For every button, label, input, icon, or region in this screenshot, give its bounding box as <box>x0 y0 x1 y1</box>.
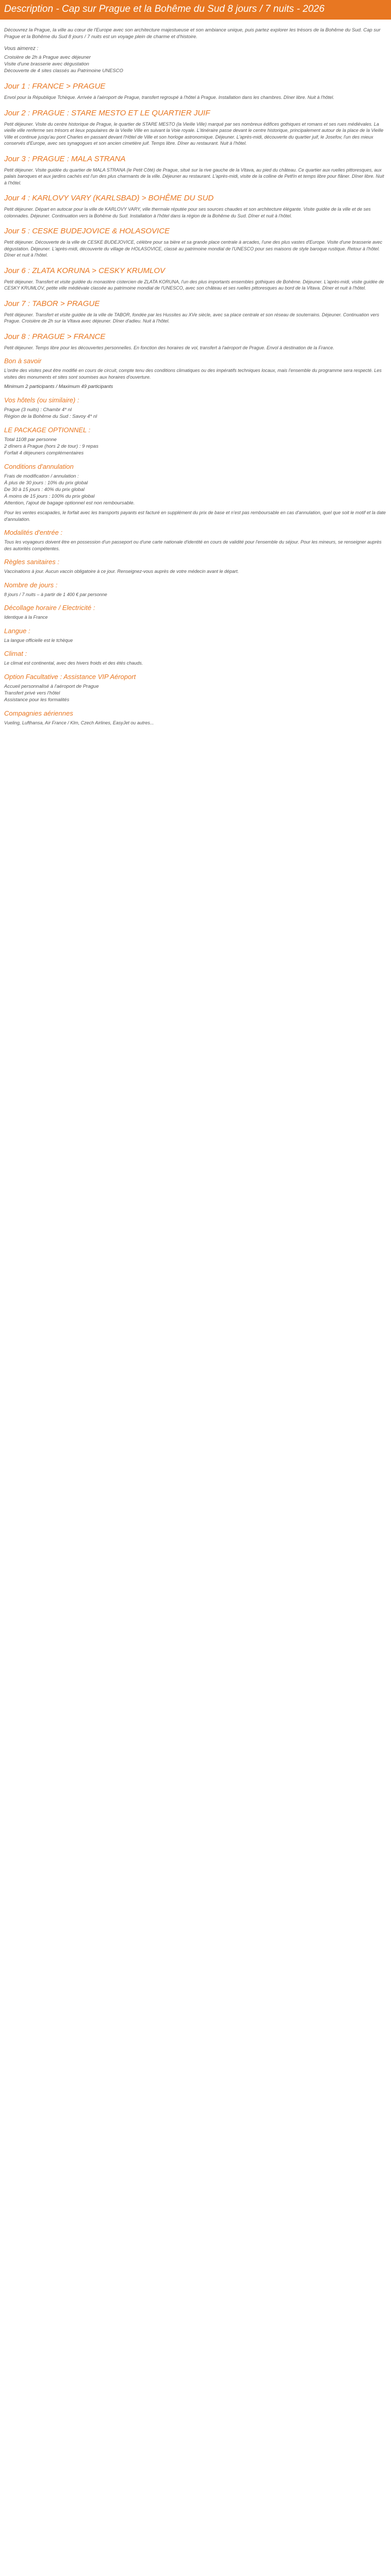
participants: Minimum 2 participants / Maximum 49 participants <box>4 384 113 389</box>
package-item: 2 dîners à Prague (hors 2 de tour) : 9 repas <box>4 444 99 449</box>
package-title: LE PACKAGE OPTIONNEL : <box>4 426 91 434</box>
hotel-item: Région de la Bohême du Sud : Savoy 4* nl <box>4 414 97 419</box>
hotels-list <box>4 406 387 420</box>
passport-title: Modalités d'entrée : <box>4 529 63 536</box>
day-text: Petit déjeuner. Transfert et visite guidée du monastère cistercien de ZLATA KORUNA, l'un des plus importants ensembles gothiques de Bohême. Déjeuner. L'après-midi, visite guidée de CESKY KRUMLOV, petite ville médiévale classée au patrimoine mondial de l'UNESCO, avec son château et ses ruelles pittoresques au bord de la Vltava. Dîner et nuit à l'hôtel. <box>4 279 384 291</box>
language-text: La langue officielle est le tchèque <box>4 637 73 643</box>
climate-title: Climat : <box>4 650 27 657</box>
hotel-item: Prague (3 nuits) : Chambr 4* nl <box>4 407 72 413</box>
day-title: Jour 2 : PRAGUE : STARE MESTO ET LE QUARTIER JUIF <box>4 108 210 117</box>
day-title: Jour 6 : ZLATA KORUNA > CESKY KRUMLOV <box>4 266 165 275</box>
climate-text: Le climat est continental, avec des hivers froids et des étés chauds. <box>4 660 143 666</box>
highlights-list <box>4 54 387 74</box>
cancel-text: Pour les ventes escapades, le forfait avec les transports payants est facturé en supplément du prix de base et n'est pas remboursable en cas d'annulation, quel que soit le motif et la date d'annulation. <box>4 510 386 522</box>
day-text: Petit déjeuner. Temps libre pour les découvertes personnelles. En fonction des horaires de vol, transfert à l'aéroport de Prague. Envol à destination de la France. <box>4 345 334 350</box>
option-title: Option Facultative : Assistance VIP Aéroport <box>4 672 136 681</box>
companies-title: Compagnies aériennes <box>4 709 73 717</box>
day-title: Jour 3 : PRAGUE : MALA STRANA <box>4 154 126 163</box>
rules-title: Règles sanitaires : <box>4 558 59 566</box>
info-title: Bon à savoir <box>4 357 42 365</box>
package-item: Forfait 4 déjeuners complémentaires <box>4 450 84 456</box>
rules-text: Vaccinations à jour. Aucun vaccin obligatoire à ce jour. Renseignez-vous auprès de votre médecin avant le départ. <box>4 569 239 574</box>
cancel-item: À moins de 15 jours : 100% du prix global <box>4 494 95 499</box>
day-title: Jour 5 : CESKE BUDEJOVICE & HOLASOVICE <box>4 227 170 235</box>
day-text: Petit déjeuner. Visite du centre historique de Prague, le quartier de STARE MESTO (la Vieille Ville) marqué par ses nombreux édifices gothiques et romans et ses rues médiévales. La vieille ville renferme ses trésors et lieux populaires de la Vieille Ville en suivant la Voie royale. L'itinéraire passe devant le centre historique, principalement autour de la place de la Vieille Ville et continue jusqu'au pont Charles en passant devant l'Hôtel de Ville et son horloge astronomique. Déjeuner. L'après-midi, découverte du quartier juif, le Josefov, l'un des mieux conservés d'Europe, avec ses synagogues et son ancien cimetière juif. Temps libre. Dîner au restaurant. Nuit à l'hôtel. <box>4 121 384 146</box>
day-title: Jour 7 : TABOR > PRAGUE <box>4 299 100 308</box>
package-item: Total 1108 par personne <box>4 437 57 443</box>
highlights-label: Vous aimerez : <box>4 46 39 52</box>
cancel-list <box>4 473 387 506</box>
content <box>0 27 391 726</box>
day-text: Petit déjeuner. Découverte de la ville de CESKE BUDEJOVICE, célèbre pour sa bière et sa grande place centrale à arcades, l'une des plus vastes d'Europe. Visite d'une brasserie avec dégustation. Déjeuner. L'après-midi, découverte du village de HOLASOVICE, classé au patrimoine mondial de l'UNESCO pour ses maisons de style baroque rustique. Retour à l'hôtel. Dîner et nuit à l'hôtel. <box>4 240 383 258</box>
hotels-title: Vos hôtels (ou similaire) : <box>4 396 79 404</box>
intro-paragraph: Découvrez la Prague, la ville au cœur de l'Europe avec son architecture majestueuse et son ambiance unique, puis partez explorer les trésors de la Bohême du Sud. Cap sur Prague et la Bohême du Sud 8 jours / 7 nuits est un voyage plein de charme et d'histoire. <box>4 27 381 40</box>
highlight-item: Visite d'une brasserie avec dégustation <box>4 61 89 67</box>
day-title: Jour 1 : FRANCE > PRAGUE <box>4 82 106 91</box>
cancel-item: À plus de 30 jours : 10% du prix global <box>4 480 88 486</box>
cancel-title: Conditions d'annulation <box>4 463 74 470</box>
day-text: Envol pour la République Tchèque. Arrivée à l'aéroport de Prague, transfert regroupé à l'hôtel à Prague. Installation dans les chambres. Dîner libre. Nuit à l'hôtel. <box>4 95 334 100</box>
day-text: Petit déjeuner. Transfert et visite guidée de la ville de TABOR, fondée par les Hussites au XVe siècle, avec sa place centrale et son réseau de souterrains. Déjeuner. Continuation vers Prague. Croisière de 2h sur la Vltava avec déjeuner. Dîner d'adieu. Nuit à l'hôtel. <box>4 312 380 324</box>
day-title: Jour 8 : PRAGUE > FRANCE <box>4 332 106 341</box>
passport-text: Tous les voyageurs doivent être en possession d'un passeport ou d'une carte nationale d'identité en cours de validité pour l'ensemble du séjour. Pour les mineurs, se renseigner auprès des autorités compétentes. <box>4 539 382 551</box>
option-item: Transfert privé vers l'hôtel <box>4 690 60 696</box>
highlight-item: Découverte de 4 sites classés au Patrimoine UNESCO <box>4 68 123 74</box>
page-title: Description - Cap sur Prague et la Bohême du Sud 8 jours / 7 nuits - 2026 <box>0 0 391 20</box>
day-title: Jour 4 : KARLOVY VARY (KARLSBAD) > BOHÊME DU SUD <box>4 194 214 202</box>
companies-text: Vueling, Lufthansa, Air France / Klm, Czech Airlines, EasyJet ou autres... <box>4 720 154 725</box>
day-text: Petit déjeuner. Visite guidée du quartier de MALA STRANA (le Petit Côté) de Prague, situé sur la rive gauche de la Vltava, au pied du château. Ce quartier aux ruelles pittoresques, aux palais baroques et aux jardins cachés est l'un des plus charmants de la ville. Déjeuner au restaurant. L'après-midi, visite de la colline de Petřín et temps libre pour flâner. Dîner libre. Nuit à l'hôtel. <box>4 167 384 185</box>
highlight-item: Croisière de 2h à Prague avec déjeuner <box>4 55 91 60</box>
option-item: Accueil personnalisé à l'aéroport de Prague <box>4 683 99 689</box>
option-list <box>4 683 387 703</box>
info-text: L'ordre des visites peut être modifié en cours de circuit, compte tenu des conditions climatiques ou des impératifs techniques locaux, mais l'ensemble du programme sera respecté. Les visites des monuments et sites sont soumises aux horaires d'ouverture. <box>4 368 382 380</box>
intro <box>4 27 387 40</box>
day-text: Petit déjeuner. Départ en autocar pour la ville de KARLOVY VARY, ville thermale réputée pour ses sources chaudes et son architecture élégante. Visite guidée de la ville et de ses colonnades. Déjeuner. Continuation vers la Bohême du Sud. Installation à l'hôtel dans la région de la Bohême du Sud. Dîner et nuit à l'hôtel. <box>4 207 371 218</box>
cancel-item: Frais de modification / annulation : <box>4 473 79 479</box>
duration-text: 8 jours / 7 nuits – à partir de 1 400 € par personne <box>4 591 107 597</box>
duration-title: Nombre de jours : <box>4 581 58 589</box>
language-title: Langue : <box>4 626 30 635</box>
decollage-title: Décollage horaire / Electricité : <box>4 604 95 612</box>
cancel-item: Attention, l'ajout de bagage optionnel est non remboursable. <box>4 500 135 506</box>
package-list <box>4 436 387 456</box>
itinerary <box>4 81 387 351</box>
page <box>0 0 391 739</box>
decollage-text: Identique à la France <box>4 615 48 620</box>
option-item: Assistance pour les formalités <box>4 697 70 703</box>
cancel-item: De 30 à 15 jours : 40% du prix global <box>4 487 85 493</box>
